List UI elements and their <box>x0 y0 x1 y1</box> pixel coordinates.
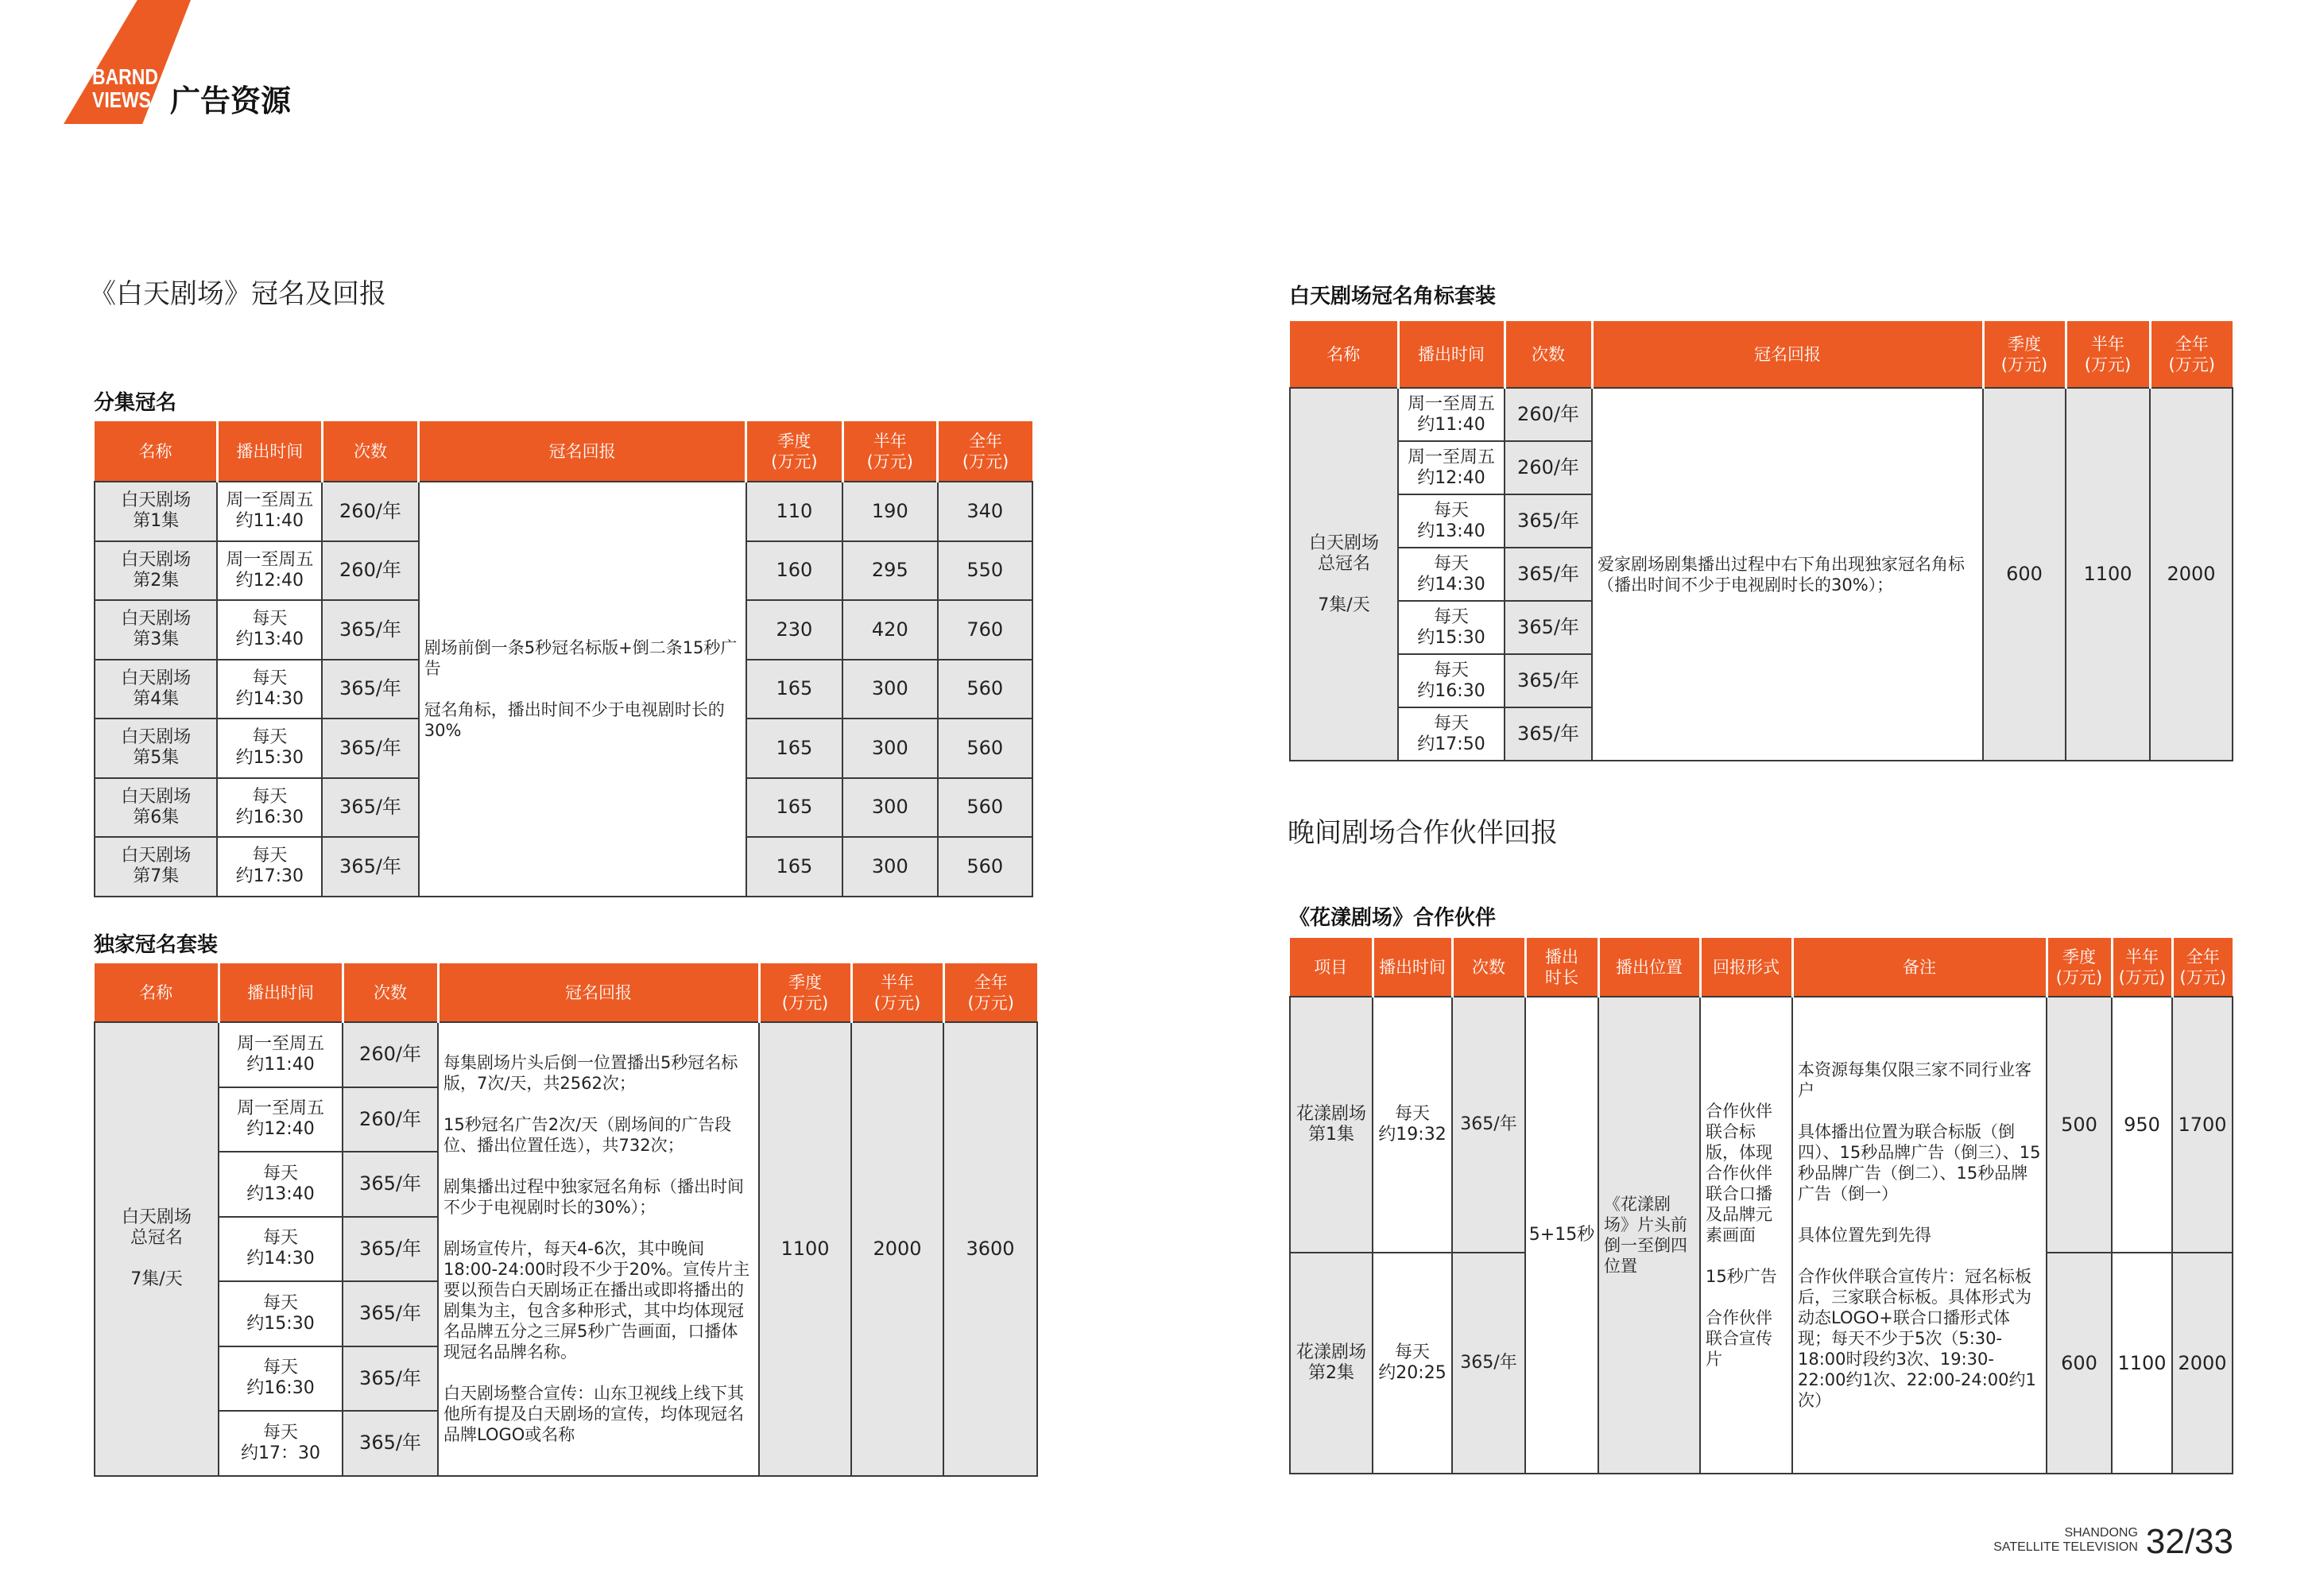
badge-line-1: BARND <box>92 64 158 89</box>
column-header: 次数 <box>1452 938 1525 997</box>
air-count: 365/年 <box>322 719 419 778</box>
quarter-price: 165 <box>746 660 843 719</box>
half-year-price: 300 <box>842 837 937 897</box>
air-time: 每天 约16:30 <box>219 1346 343 1412</box>
air-count: 365/年 <box>1452 1253 1525 1474</box>
sponsorship-reward: 剧场前倒一条5秒冠名标版+倒二条15秒广告 冠名角标，播出时间不少于电视剧时长的30% <box>419 482 746 897</box>
table-row <box>95 482 1032 541</box>
quarter-price: 110 <box>746 482 843 541</box>
full-year-price: 2000 <box>2150 388 2233 761</box>
air-time: 每天 约14:30 <box>1398 548 1505 601</box>
brand-header <box>0 0 334 127</box>
column-header: 项目 <box>1290 938 1373 997</box>
table-row <box>1290 997 2233 1253</box>
air-time: 每天 约15:30 <box>217 719 322 778</box>
air-count: 365/年 <box>1505 494 1592 548</box>
half-year-price: 300 <box>842 778 937 838</box>
air-time: 周一至周五 约12:40 <box>1398 441 1505 494</box>
episode-name: 白天剧场 第3集 <box>95 600 217 660</box>
full-year-price: 560 <box>938 660 1032 719</box>
column-header: 半年 (万元) <box>842 421 937 482</box>
column-header: 播出时间 <box>1373 938 1452 997</box>
partner-table <box>1289 938 2233 1474</box>
column-header: 名称 <box>95 963 219 1022</box>
air-time: 每天 约15:30 <box>219 1281 343 1346</box>
quarter-price: 600 <box>1983 388 2066 761</box>
column-header: 备注 <box>1792 938 2047 997</box>
air-time: 每天 约16:30 <box>1398 654 1505 707</box>
half-year-price: 2000 <box>851 1022 943 1476</box>
table4-title: 《花漾剧场》合作伙伴 <box>1289 906 1497 930</box>
air-count: 365/年 <box>1505 548 1592 601</box>
column-header: 冠名回报 <box>438 963 759 1022</box>
quarter-price: 165 <box>746 719 843 778</box>
air-count: 260/年 <box>343 1022 438 1087</box>
air-position: 《花漾剧场》片头前倒一至倒四位置 <box>1598 997 1700 1474</box>
half-year-price: 1100 <box>2066 388 2150 761</box>
episode-name: 白天剧场 第2集 <box>95 541 217 601</box>
air-time: 周一至周五 约11:40 <box>219 1022 343 1087</box>
air-count: 365/年 <box>322 660 419 719</box>
column-header: 全年 (万元) <box>2150 321 2233 388</box>
full-year-price: 550 <box>938 541 1032 601</box>
half-year-price: 1100 <box>2112 1253 2172 1474</box>
quarter-price: 230 <box>746 600 843 660</box>
header-row <box>1290 321 2233 388</box>
air-duration: 5+15秒 <box>1525 997 1598 1474</box>
air-time: 每天 约15:30 <box>1398 601 1505 654</box>
page-footer <box>1993 1524 2233 1559</box>
quarter-price: 165 <box>746 837 843 897</box>
air-time: 每天 约17:50 <box>1398 707 1505 761</box>
air-count: 260/年 <box>322 541 419 601</box>
episode-name: 白天剧场 第1集 <box>95 482 217 541</box>
brand-badge-text <box>92 65 158 111</box>
quarter-price: 1100 <box>759 1022 851 1476</box>
air-count: 260/年 <box>1505 388 1592 441</box>
column-header: 半年 (万元) <box>2066 321 2150 388</box>
half-year-price: 295 <box>842 541 937 601</box>
air-count: 365/年 <box>322 600 419 660</box>
column-header: 半年 (万元) <box>2112 938 2172 997</box>
badge-line-2: VIEWS <box>92 87 151 112</box>
air-time: 每天 约17:30 <box>217 837 322 897</box>
column-header: 播出时间 <box>219 963 343 1022</box>
air-time: 周一至周五 约11:40 <box>217 482 322 541</box>
air-count: 365/年 <box>343 1152 438 1217</box>
air-count: 365/年 <box>322 837 419 897</box>
column-header: 播出时间 <box>1398 321 1505 388</box>
air-count: 260/年 <box>1505 441 1592 494</box>
column-header: 季度 (万元) <box>1983 321 2066 388</box>
remarks: 本资源每集仅限三家不同行业客户 具体播出位置为联合标版（倒四）、15秒品牌广告（倒三）、15秒品牌广告（倒二）、15秒品牌广告（倒一） 具体位置先到先得 合作伙伴联合宣传片：冠名标板后，三家联合标板。具体形式为动态LOGO+联合口播形式体现；每天不少于5次（5:30-18:00时段约3次、19:30-22:00约1次、22:00-24:00约1次） <box>1792 997 2047 1474</box>
table1-title: 分集冠名 <box>94 391 177 415</box>
column-header: 次数 <box>1505 321 1592 388</box>
column-header: 半年 (万元) <box>851 963 943 1022</box>
air-time: 每天 约13:40 <box>219 1152 343 1217</box>
column-header: 播出 时长 <box>1525 938 1598 997</box>
air-count: 365/年 <box>1452 997 1525 1253</box>
air-time: 每天 约14:30 <box>217 660 322 719</box>
sponsorship-reward: 爱家剧场剧集播出过程中右下角出现独家冠名角标（播出时间不少于电视剧时长的30%）； <box>1592 388 1983 761</box>
table-row <box>1290 388 2233 441</box>
air-time: 周一至周五 约11:40 <box>1398 388 1505 441</box>
air-count: 365/年 <box>1505 601 1592 654</box>
air-time: 每天 约19:32 <box>1373 997 1452 1253</box>
half-year-price: 190 <box>842 482 937 541</box>
quarter-price: 600 <box>2047 1253 2112 1474</box>
episode-name: 花漾剧场 第1集 <box>1290 997 1373 1253</box>
table2-title: 独家冠名套装 <box>94 933 219 957</box>
table-row <box>95 1022 1037 1087</box>
air-time: 每天 约14:30 <box>219 1217 343 1282</box>
air-count: 365/年 <box>343 1217 438 1282</box>
channel-line-1: SHANDONG <box>2064 1526 2138 1540</box>
episode-name: 白天剧场 第4集 <box>95 660 217 719</box>
full-year-price: 340 <box>938 482 1032 541</box>
air-count: 365/年 <box>1505 707 1592 761</box>
half-year-price: 300 <box>842 719 937 778</box>
episode-name: 白天剧场 第6集 <box>95 778 217 838</box>
column-header: 回报形式 <box>1700 938 1792 997</box>
header-row <box>1290 938 2233 997</box>
column-header: 名称 <box>1290 321 1398 388</box>
column-header: 季度 (万元) <box>759 963 851 1022</box>
full-year-price: 1700 <box>2172 997 2233 1253</box>
column-header: 全年 (万元) <box>2172 938 2233 997</box>
column-header: 全年 (万元) <box>938 421 1032 482</box>
table3-title: 白天剧场冠名角标套装 <box>1289 285 1497 308</box>
full-year-price: 3600 <box>943 1022 1037 1476</box>
air-time: 每天 约20:25 <box>1373 1253 1452 1474</box>
air-time: 每天 约16:30 <box>217 778 322 838</box>
column-header: 播出时间 <box>217 421 322 482</box>
episode-name: 花漾剧场 第2集 <box>1290 1253 1373 1474</box>
header-row <box>95 963 1037 1022</box>
column-header: 名称 <box>95 421 217 482</box>
episode-name: 白天剧场 第5集 <box>95 719 217 778</box>
left-section-title: 《白天剧场》冠名及回报 <box>89 278 386 310</box>
channel-line-2: SATELLITE TELEVISION <box>1993 1540 2138 1554</box>
half-year-price: 950 <box>2112 997 2172 1253</box>
half-year-price: 300 <box>842 660 937 719</box>
episode-sponsorship-table <box>94 421 1033 897</box>
column-header: 播出位置 <box>1598 938 1700 997</box>
reward-form: 合作伙伴联合标版，体现合作伙伴联合口播及品牌元素画面 15秒广告 合作伙伴联合宣传片 <box>1700 997 1792 1474</box>
air-count: 365/年 <box>1505 654 1592 707</box>
air-time: 周一至周五 约12:40 <box>217 541 322 601</box>
full-year-price: 560 <box>938 837 1032 897</box>
quarter-price: 500 <box>2047 997 2112 1253</box>
air-count: 260/年 <box>343 1087 438 1152</box>
full-year-price: 560 <box>938 778 1032 838</box>
air-time: 周一至周五 约12:40 <box>219 1087 343 1152</box>
air-time: 每天 约13:40 <box>1398 494 1505 548</box>
air-time: 每天 约17：30 <box>219 1411 343 1476</box>
column-header: 冠名回报 <box>419 421 746 482</box>
package-name: 白天剧场 总冠名 7集/天 <box>1290 388 1398 761</box>
header-row <box>95 421 1032 482</box>
half-year-price: 420 <box>842 600 937 660</box>
package-name: 白天剧场 总冠名 7集/天 <box>95 1022 219 1476</box>
air-count: 260/年 <box>322 482 419 541</box>
air-time: 每天 约13:40 <box>217 600 322 660</box>
column-header: 季度 (万元) <box>2047 938 2112 997</box>
quarter-price: 160 <box>746 541 843 601</box>
air-count: 365/年 <box>343 1281 438 1346</box>
page-number: 32/33 <box>2145 1522 2233 1561</box>
full-year-price: 2000 <box>2172 1253 2233 1474</box>
air-count: 365/年 <box>343 1411 438 1476</box>
exclusive-sponsorship-table <box>94 963 1038 1477</box>
right-section-title: 晚间剧场合作伙伴回报 <box>1288 817 1558 849</box>
column-header: 全年 (万元) <box>943 963 1037 1022</box>
quarter-price: 165 <box>746 778 843 838</box>
full-year-price: 560 <box>938 719 1032 778</box>
column-header: 季度 (万元) <box>746 421 843 482</box>
page-title: 广告资源 <box>170 83 292 118</box>
air-count: 365/年 <box>322 778 419 838</box>
episode-name: 白天剧场 第7集 <box>95 837 217 897</box>
air-count: 365/年 <box>343 1346 438 1412</box>
column-header: 次数 <box>343 963 438 1022</box>
column-header: 次数 <box>322 421 419 482</box>
channel-name <box>1993 1526 2138 1555</box>
full-year-price: 760 <box>938 600 1032 660</box>
corner-logo-package-table <box>1289 321 2233 761</box>
sponsorship-reward: 每集剧场片头后倒一位置播出5秒冠名标版，7次/天，共2562次； 15秒冠名广告2次/天（剧场间的广告段位、播出位置任选），共732次； 剧集播出过程中独家冠名角标（播出时间不少于电视剧时长的30%）； 剧场宣传片，每天4-6次，其中晚间18:00-24:00时段不少于20%。宣传片主要以预告白天剧场正在播出或即将播出的剧集为主，包含多种形式，其中均体现冠名品牌五分之三屏5秒广告画面，口播体现冠名品牌名称。 白天剧场整合宣传：山东卫视线上线下其他所有提及白天剧场的宣传，均体现冠名品牌LOGO或名称 <box>438 1022 759 1476</box>
column-header: 冠名回报 <box>1592 321 1983 388</box>
